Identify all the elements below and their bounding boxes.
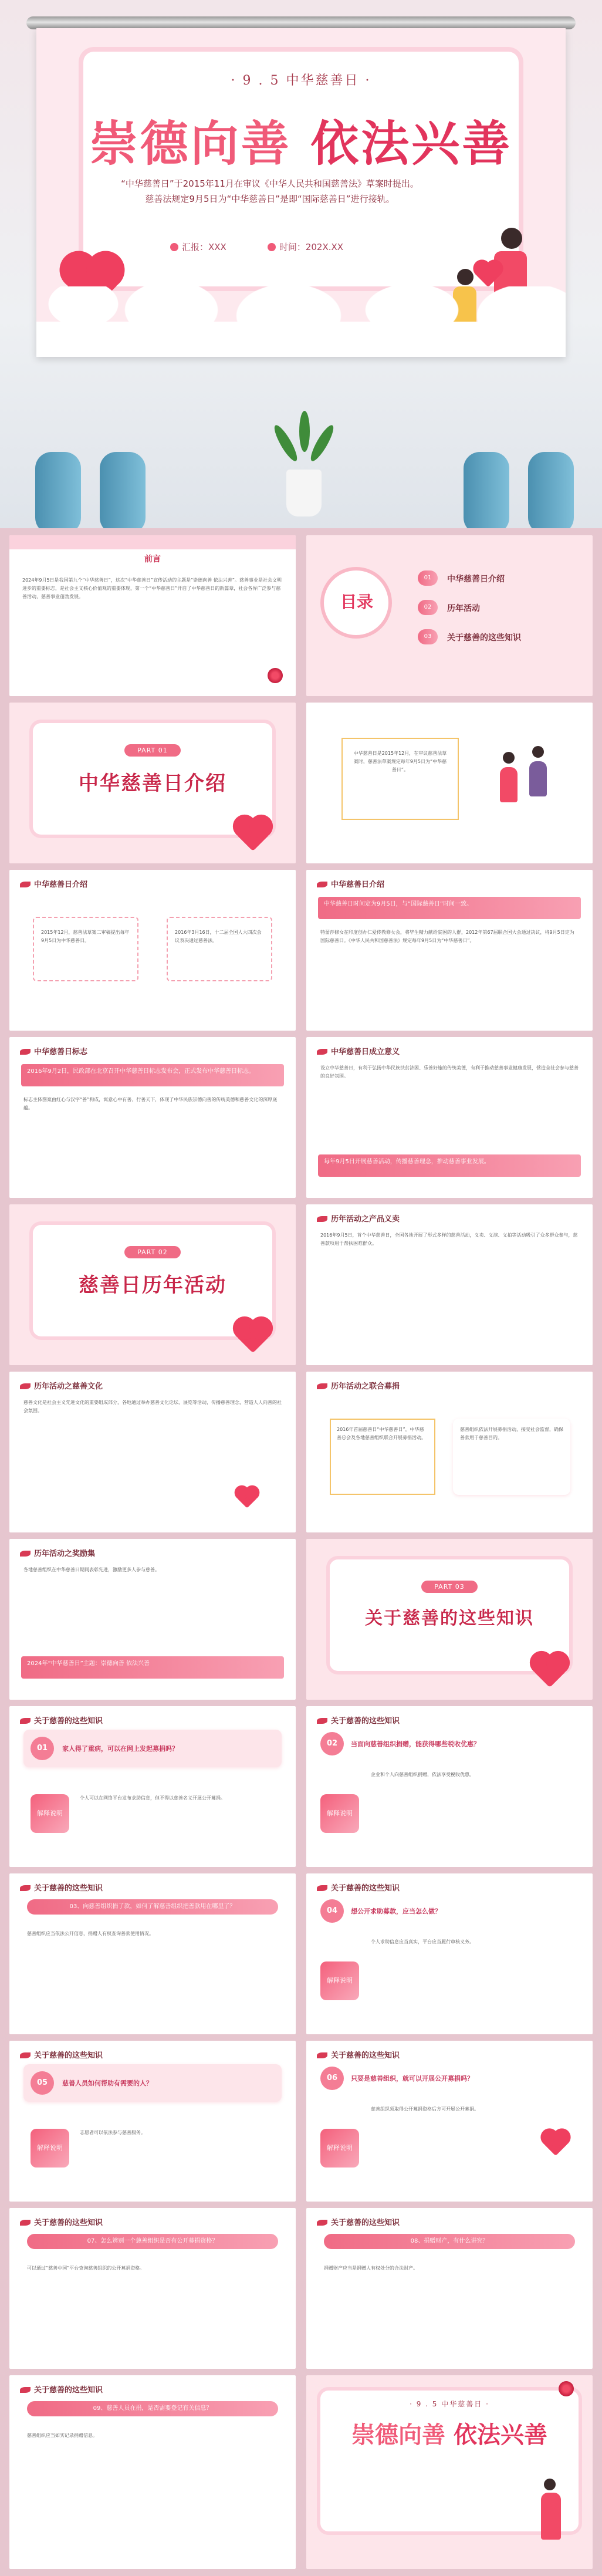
chair: [464, 452, 509, 528]
question-number: 05: [31, 2071, 54, 2095]
plant-pot: [286, 470, 322, 516]
cover-desc-line2: 慈善法规定9月5日为“中华慈善日”是即“国际慈善日”进行接轨。: [145, 194, 395, 204]
question-text: 想公开求助募款，应当怎么做？: [351, 1907, 441, 1915]
heart-icon: [236, 818, 270, 852]
heart-icon: [236, 1320, 270, 1353]
slide-header: 关于慈善的这些知识: [20, 1714, 103, 1726]
rose-icon: [36, 28, 60, 52]
slide-qa-01[interactable]: [9, 1706, 296, 1867]
cover-title-part1: 崇德向善: [89, 116, 292, 172]
slide-part03[interactable]: [306, 1539, 593, 1700]
question-text: 08、捐赠财产，有什么讲究？: [324, 2234, 575, 2249]
slide-header: 关于慈善的这些知识: [20, 2049, 103, 2060]
slide-charity-sale[interactable]: [306, 1204, 593, 1365]
question-text: 03、向慈善组织捐了款，如何了解慈善组织把善款用在哪里了？: [27, 1899, 278, 1915]
projector-rod: [26, 16, 576, 29]
section-title: 中华慈善日介绍: [79, 772, 226, 795]
answer-text: 捐赠财产应当是捐赠人有权处分的合法财产。: [324, 2266, 418, 2271]
intro-left: 2015年12月，慈善法草案二审稿提出每年9月5日为中华慈善日。: [41, 930, 130, 943]
slide-qa-02[interactable]: [306, 1706, 593, 1867]
answer-text: 可以通过“慈善中国”平台查询慈善组织的公开募捐资格。: [27, 2266, 145, 2271]
rose-icon: [559, 2381, 574, 2396]
slide-qa-06[interactable]: [306, 2041, 593, 2202]
slide-header: 关于慈善的这些知识: [20, 2383, 103, 2395]
mother-figure: [541, 2493, 561, 2540]
slide-part01[interactable]: [9, 703, 296, 863]
cover-desc-line1: “中华慈善日”于2015年11月在审议《中华人民共和国慈善法》草案时提出。: [121, 178, 419, 189]
slide-significance[interactable]: [306, 1037, 593, 1198]
slide-header: 中华慈善日介绍: [317, 878, 384, 889]
explanation-button[interactable]: 解释说明: [31, 2129, 69, 2168]
cover-description: [117, 176, 422, 207]
part-label: PART 01: [124, 744, 181, 757]
closing-title: 崇德向善 依法兴善: [351, 2422, 547, 2449]
hero-scene: [0, 0, 602, 528]
plant-leaf: [271, 423, 301, 464]
slide-intro-frame[interactable]: [306, 703, 593, 863]
chair: [100, 452, 146, 528]
sale-body: 2016年9月5日，首个中华慈善日，全国各地开展了形式多样的慈善活动，义卖、义演、义拍等活动吸引了众多群众参与，慈善款项用于帮扶困难群众。: [320, 1233, 578, 1246]
slide-qa-08[interactable]: [306, 2208, 593, 2369]
question-text: 09、慈善人员在捐，是否需要登记有关信息？: [27, 2401, 278, 2416]
info-band: 中华慈善日时间定为9月5日，与“国际慈善日”时间一致。: [318, 897, 581, 919]
intro-body: 特蕾莎修女在印度创办仁爱传教修女会，将毕生精力献给贫困的人群，2012年第67届联合国大会通过决议，将9月5日定为国际慈善日。《中华人民共和国慈善法》规定每年9月5日为“中华慈善日”。: [320, 930, 574, 943]
info-band: 2016年9月2日，民政部在北京召开中华慈善日标志发布会，正式发布中华慈善日标志。: [21, 1064, 284, 1086]
slide-header: 关于慈善的这些知识: [20, 2216, 103, 2227]
slide-qa-04[interactable]: [306, 1873, 593, 2034]
info-band: 每年9月5日开展慈善活动，传播慈善理念，推动慈善事业发展。: [318, 1154, 581, 1177]
preface-body: 2024年9月5日是我国第九个“中华慈善日”，这次“中华慈善日”宣传活动的主题是“崇德向善 依法兴善”。慈善事业是社会文明进步的重要标志，是社会主义核心价值观的重要体现，第一个“中华慈善日”开启了中华慈善日的新篇章，社会各界广泛参与慈善活动，慈善事业蓬勃发展。: [22, 578, 282, 599]
question-text: 只要是慈善组织，就可以开展公开募捐吗？: [351, 2075, 474, 2082]
heart-icon: [236, 1487, 257, 1508]
info-band: 2024年“中华慈善日”主题：崇德向善 依法兴善: [21, 1656, 284, 1679]
slide-intro-2[interactable]: [9, 870, 296, 1031]
intro-body: 中华慈善日是2015年12月，在审议慈善法草案时，慈善法草案规定每年9月5日为“中华慈善日”。: [353, 751, 447, 772]
slide-header: 中华慈善日标志: [20, 1045, 87, 1056]
question-number: 06: [320, 2067, 344, 2090]
person-figure: [529, 761, 547, 796]
clock-icon: [268, 243, 276, 251]
answer-text: 个人可以在网络平台发布求助信息，但不得以慈善名义开展公开募捐。: [80, 1795, 225, 1801]
explanation-button[interactable]: 解释说明: [320, 1961, 359, 2000]
slide-header: 中华慈善日成立意义: [317, 1045, 400, 1056]
answer-text: 企业和个人向慈善组织捐赠，依法享受税收优惠。: [371, 1772, 474, 1777]
question-number: 04: [320, 1899, 344, 1923]
cover-title-part2: 依法兴善: [310, 116, 513, 172]
slide-header: 关于慈善的这些知识: [20, 1882, 103, 1893]
explanation-button[interactable]: 解释说明: [320, 2129, 359, 2168]
plant-leaf: [299, 411, 310, 452]
slide-preface[interactable]: [9, 535, 296, 696]
cover-title: [0, 106, 602, 174]
slide-logo[interactable]: [9, 1037, 296, 1198]
slide-qa-03[interactable]: [9, 1873, 296, 2034]
significance-body: 设立中华慈善日，有利于弘扬中华民族扶贫济困、乐善好施的传统美德，有利于推动慈善事业健康发展，营造全社会参与慈善的良好氛围。: [320, 1065, 579, 1079]
question-text: 07、怎么辨别一个慈善组织是否有公开募捐资格？: [27, 2234, 278, 2249]
logo-body: 标志主体图案由红心与汉字“善”构成，寓意心中有善、行善天下，体现了中华民族崇德向善的传统美德和慈善文化的深厚底蕴。: [23, 1097, 278, 1110]
cover-meta: [170, 241, 343, 253]
reporter: 汇报：XXX: [170, 241, 226, 253]
section-title: 慈善日历年活动: [79, 1274, 226, 1297]
explanation-button[interactable]: 解释说明: [320, 1794, 359, 1833]
rose-icon: [268, 668, 283, 683]
question-text: 慈善人员如何帮助有需要的人？: [62, 2079, 153, 2087]
explanation-button[interactable]: 解释说明: [31, 1794, 69, 1833]
slide-closing[interactable]: [306, 2375, 593, 2569]
awards-body: 各地慈善组织在中华慈善日期间表彰先进，激励更多人参与慈善。: [23, 1567, 160, 1572]
slide-awards[interactable]: [9, 1539, 296, 1700]
fundraising-left: 2016年首届慈善日“中华慈善日”，中华慈善总会及各地慈善组织联合开展募捐活动。: [337, 1427, 426, 1440]
slide-header: 历年活动之奖励集: [20, 1547, 95, 1558]
toc-title: 目录: [340, 592, 374, 612]
preface-title: 前言: [144, 555, 161, 564]
fundraising-right: 慈善组织依法开展募捐活动，接受社会监督，确保善款用于慈善目的。: [460, 1427, 563, 1440]
culture-body: 慈善文化是社会主义先进文化的重要组成部分，各地通过举办慈善文化论坛、展览等活动，传播慈善理念，营造人人向善的社会氛围。: [23, 1400, 282, 1413]
slide-header: 历年活动之慈善文化: [20, 1380, 103, 1391]
answer-text: 个人求助信息应当真实，平台应当履行审核义务。: [371, 1939, 474, 1944]
child-head: [457, 269, 474, 285]
answer-text: 志愿者可以依法参与慈善服务。: [80, 2130, 146, 2135]
heart-icon: [543, 2131, 568, 2156]
intro-right: 2016年3月16日，十二届全国人大四次会议表决通过慈善法。: [175, 930, 262, 943]
user-icon: [170, 243, 178, 251]
person-figure: [500, 767, 518, 802]
part-label: PART 03: [421, 1581, 478, 1593]
slide-part02[interactable]: [9, 1204, 296, 1365]
question-number: 01: [31, 1737, 54, 1760]
slide-qa-07[interactable]: [9, 2208, 296, 2369]
slide-header: 关于慈善的这些知识: [317, 1882, 400, 1893]
mother-head: [501, 228, 522, 249]
answer-text: 慈善组织应当依法公开信息，捐赠人有权查询善款使用情况。: [27, 1931, 154, 1936]
slide-header: 关于慈善的这些知识: [317, 1714, 400, 1726]
slide-intro-3[interactable]: [306, 870, 593, 1031]
section-title: 关于慈善的这些知识: [365, 1608, 534, 1629]
chair: [528, 452, 574, 528]
question-number: 02: [320, 1732, 344, 1755]
slide-header: 中华慈善日介绍: [20, 878, 87, 889]
part-label: PART 02: [124, 1246, 181, 1258]
slide-fundraising[interactable]: [306, 1372, 593, 1532]
cloud-decoration: [36, 286, 566, 357]
slide-culture[interactable]: [9, 1372, 296, 1532]
slide-header: 关于慈善的这些知识: [317, 2049, 400, 2060]
rose-icon: [36, 52, 55, 70]
plant-leaf: [307, 423, 337, 464]
question-text: 家人得了重病，可以在网上发起募捐吗？: [62, 1745, 178, 1753]
slide-qa-05[interactable]: [9, 2041, 296, 2202]
question-text: 当面向慈善组织捐赠，能获得哪些税收优惠？: [351, 1740, 480, 1748]
slide-header: 历年活动之联合募捐: [317, 1380, 400, 1391]
date: 时间：202X.XX: [268, 241, 343, 253]
cover-kicker: · 9 . 5 中华慈善日 ·: [231, 73, 371, 88]
chair: [35, 452, 81, 528]
slide-toc[interactable]: 目录 01 中华慈善日介绍 02 历年活动 03 关于慈善的这些知识: [306, 535, 593, 696]
slide-header: 关于慈善的这些知识: [317, 2216, 400, 2227]
closing-kicker: · 9 . 5 中华慈善日 ·: [410, 2400, 489, 2408]
slide-header: 历年活动之产品义卖: [317, 1213, 400, 1224]
slide-qa-09[interactable]: [9, 2375, 296, 2569]
answer-text: 慈善组织应当如实记录捐赠信息。: [27, 2433, 97, 2438]
heart-icon: [533, 1655, 567, 1688]
answer-text: 慈善组织须取得公开募捐资格后方可开展公开募捐。: [371, 2106, 479, 2112]
